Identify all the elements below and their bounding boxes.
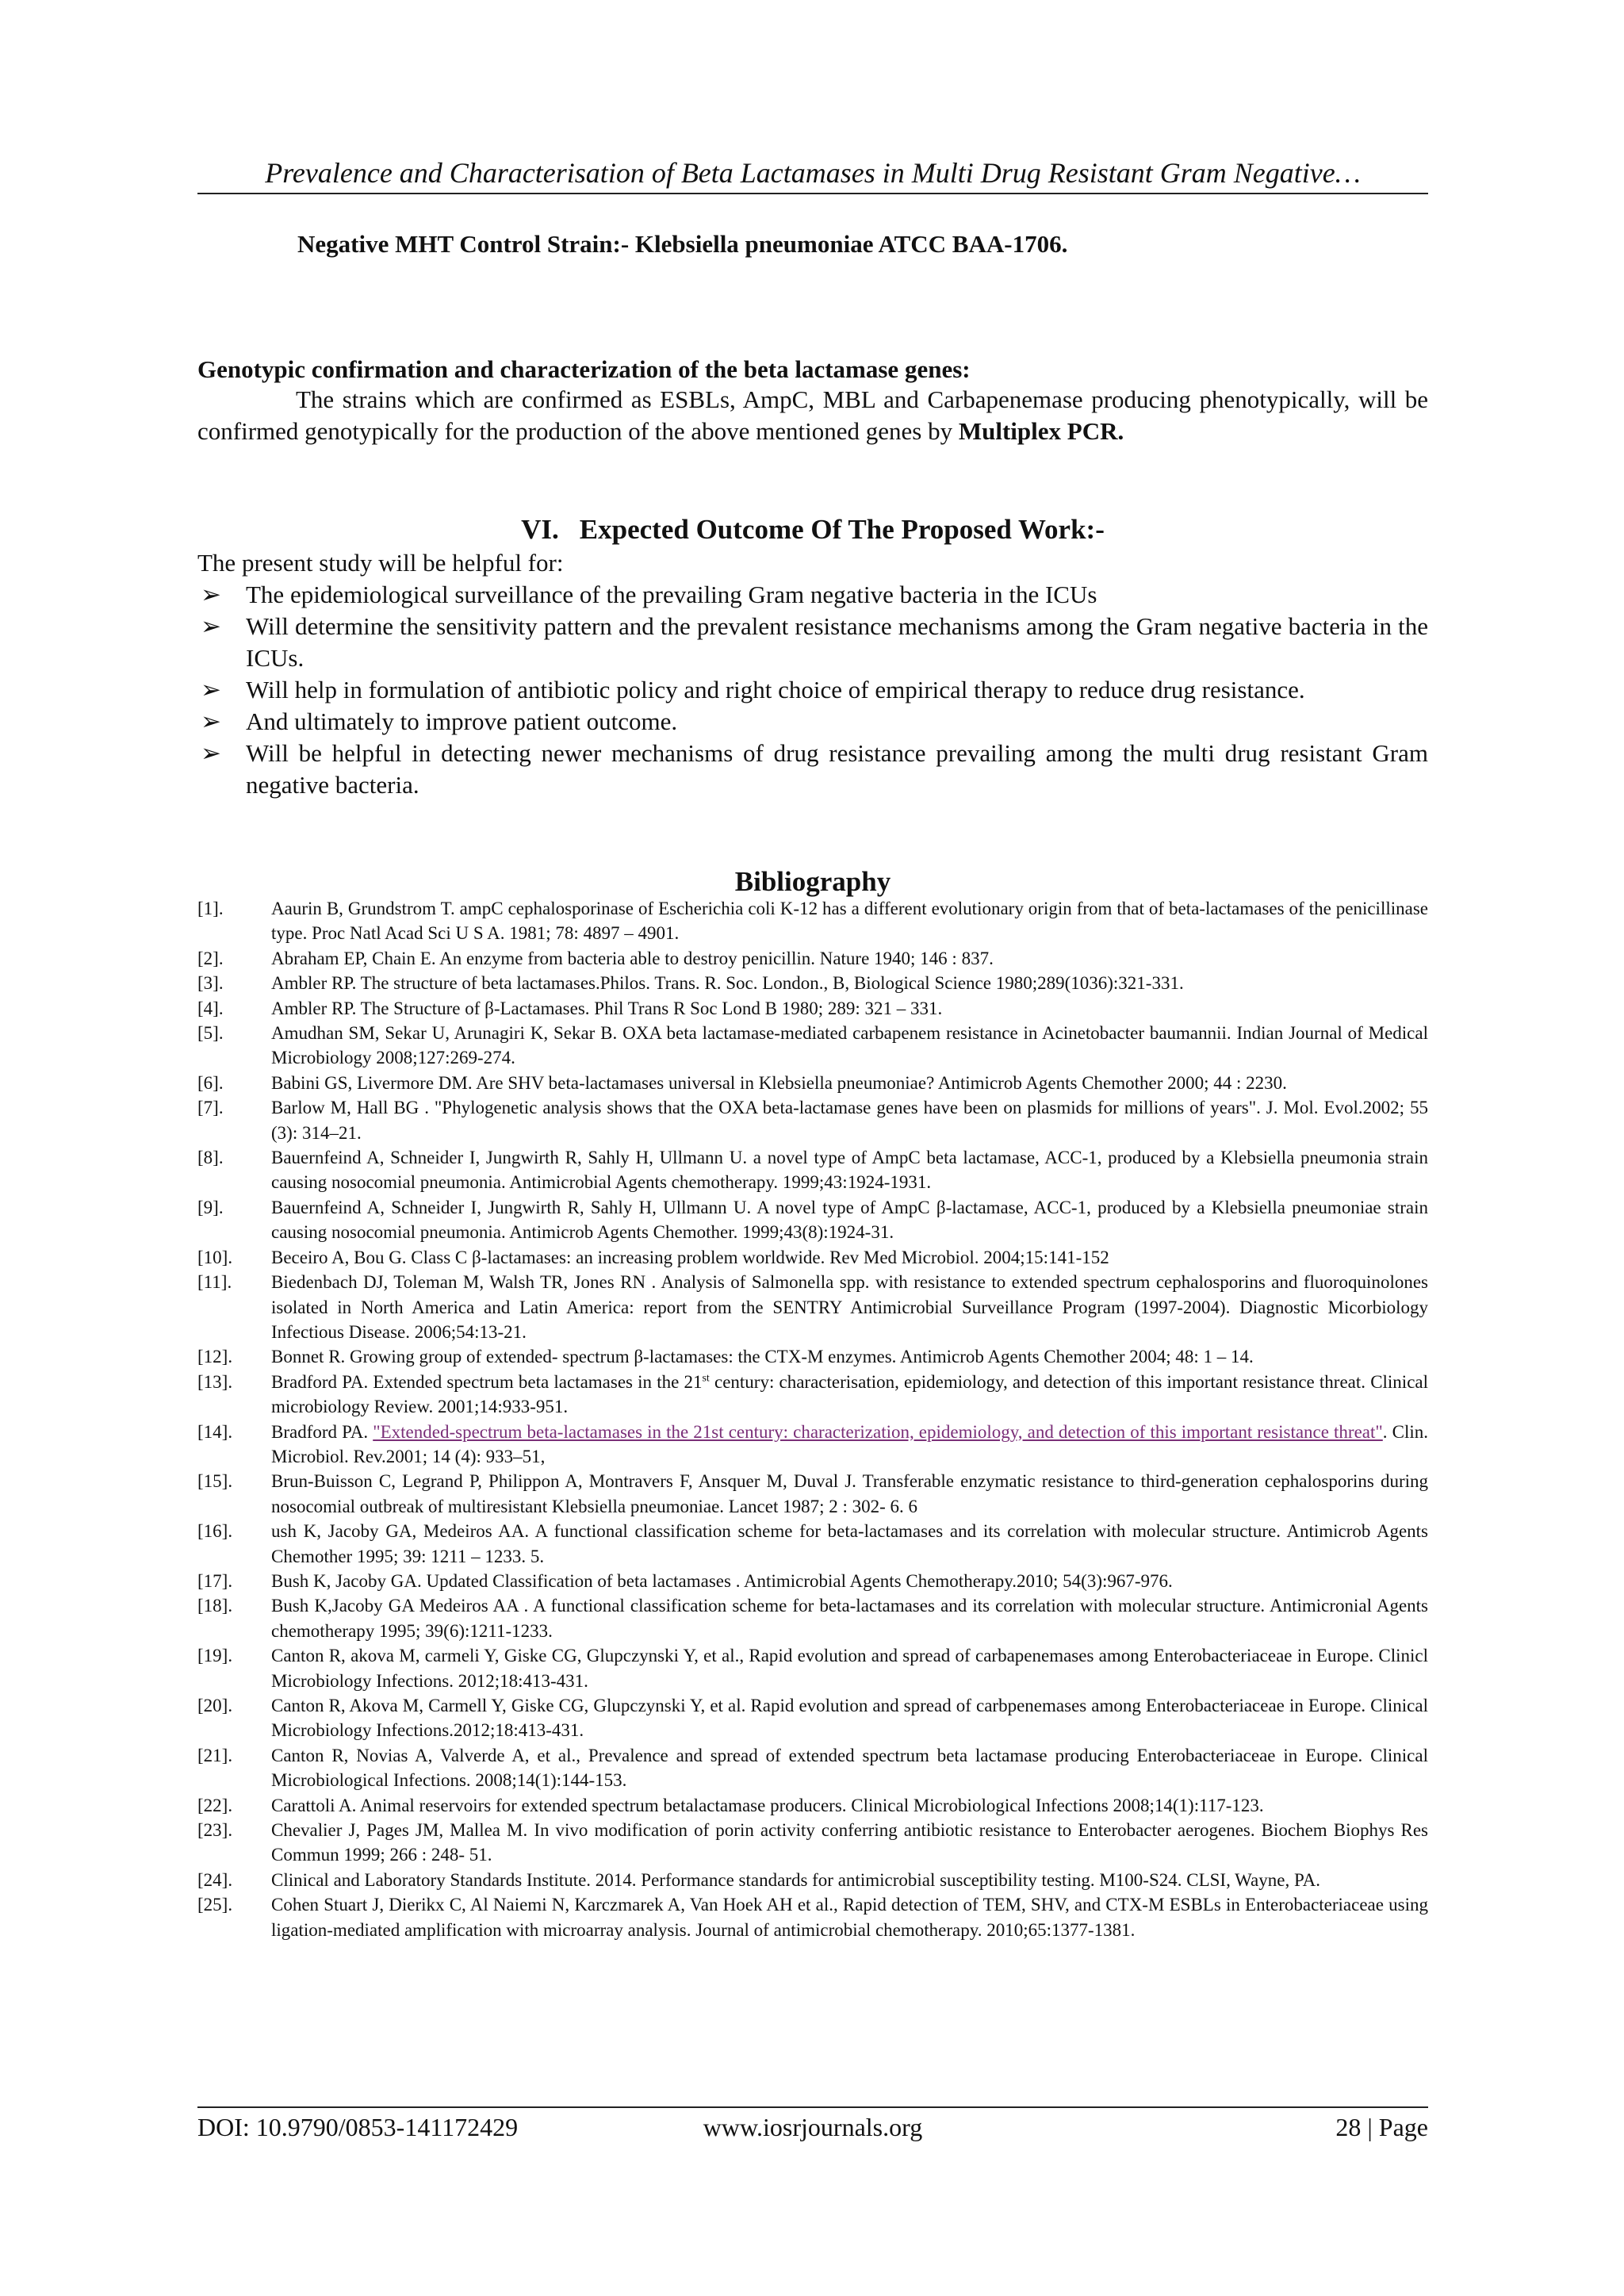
reference-text: Ambler RP. The structure of beta lactamases.Philos. Trans. R. Soc. London., B, Biological Science 1980;289(1036):321-331. [271,973,1184,994]
reference-item [197,1469,1428,1519]
page-footer [197,2111,1428,2143]
reference-superscript: st [702,1372,710,1385]
reference-text: Beceiro A, Bou G. Class C β-lactamases: an increasing problem worldwide. Rev Med Microbiol. 2004;15:141-152 [271,1247,1109,1267]
reference-number: [25]. [197,1895,233,1915]
reference-item [197,1245,1428,1270]
reference-item [197,1021,1428,1071]
genotypic-body: The strains which are confirmed as ESBLs, AmpC, MBL and Carbapenemase producing phenotypically, will be confirmed genotypically for the production of the above mentioned genes by [197,385,1428,445]
reference-text: Amudhan SM, Sekar U, Arunagiri K, Sekar B. OXA beta lactamase-mediated carbapenem resistance in Acinetobacter baumannii. Indian Journal of Medical Microbiology 2008;127:269-274. [271,1023,1428,1068]
section-number: VI. [521,514,559,545]
outcome-item [197,738,1428,801]
outcome-item [197,611,1428,674]
reference-item [197,1195,1428,1245]
reference-text: Carattoli A. Animal reservoirs for extended spectrum betalactamase producers. Clinical Microbiological Infections 2008;14(1):117-123. [271,1795,1264,1815]
reference-text: Ambler RP. The Structure of β-Lactamases. Phil Trans R Soc Lond B 1980; 289: 321 – 331. [271,998,943,1018]
section-intro: The present study will be helpful for: [197,549,564,577]
reference-item [197,946,1428,971]
reference-item [197,1145,1428,1195]
reference-item [197,1818,1428,1868]
reference-item [197,1420,1428,1470]
reference-number: [22]. [197,1795,233,1815]
reference-item [197,1743,1428,1793]
reference-text: Brun-Buisson C, Legrand P, Philippon A, Montravers F, Ansquer M, Duval J. Transferable enzymatic resistance to third-generation cephalosporins during nosocomial outbreak of multiresistant Klebsiella pneumoniae. Lancet 1987; 2 : 302- 6. 6 [271,1471,1428,1516]
reference-text: Canton R, Akova M, Carmell Y, Giske CG, Glupczynski Y, et al. Rapid evolution and spread of carbpenemases among Enterobacteriaceae in Europe. Clinical Microbiology Infections.2012;18:413-431. [271,1696,1428,1741]
reference-item [197,1793,1428,1818]
reference-number: [9]. [197,1197,224,1217]
outcome-item [197,706,1428,738]
reference-number: [23]. [197,1820,233,1841]
reference-item [197,1593,1428,1643]
running-head: Prevalence and Characterisation of Beta Lactamases in Multi Drug Resistant Gram Negative… [265,157,1361,189]
reference-text: Biedenbach DJ, Toleman M, Walsh TR, Jones RN . Analysis of Salmonella spp. with resistance to extended spectrum cephalosporins and fluoroquinolones isolated in North America and Latin America: report from the SENTRY Antimicrobial Surveillance Program (1997-2004). Diagnostic Micorbiology Infectious Disease. 2006;54:13-21. [271,1272,1428,1342]
reference-list [197,896,1428,1942]
reference-number: [21]. [197,1745,233,1765]
reference-text: Canton R, Novias A, Valverde A, et al., Prevalence and spread of extended spectrum beta lactamase producing Enterobacteriaceae in Europe. Clinical Microbiological Infections. 2008;14(1):144-153. [271,1745,1428,1791]
reference-number: [14]. [197,1421,233,1442]
reference-item [197,1643,1428,1693]
outcome-list [197,579,1428,801]
reference-text: Canton R, akova M, carmeli Y, Giske CG, Glupczynski Y, et al., Rapid evolution and spread of carbapenemases among Enterobacteriaceae in Europe. Clinicl Microbiology Infections. 2012;18:413-431. [271,1646,1428,1691]
reference-text: Cohen Stuart J, Dierikx C, Al Naiemi N, Karczmarek A, Van Hoek AH et al., Rapid detection of TEM, SHV, and CTX-M ESBLs in Enterobacteriaceae using ligation-mediated amplification with microarray analysis. Journal of antimicrobial chemotherapy. 2010;65:1377-1381. [271,1895,1428,1940]
reference-number: [12]. [197,1347,233,1367]
reference-item [197,1270,1428,1344]
reference-item [197,896,1428,946]
footer-rule [197,2106,1428,2108]
reference-text: Clinical and Laboratory Standards Institute. 2014. Performance standards for antimicrobial susceptibility testing. M100-S24. CLSI, Wayne, PA. [271,1869,1320,1890]
reference-item [197,1519,1428,1569]
reference-text: Chevalier J, Pages JM, Mallea M. In vivo modification of porin activity conferring antibiotic resistance to Enterobacter aerogenes. Biochem Biophys Res Commun 1999; 266 : 248- 51. [271,1820,1428,1865]
footer-page-number: 28 | Page [1335,2113,1428,2141]
footer-doi: DOI: 10.9790/0853-141172429 [197,2113,519,2141]
outcome-text: Will be helpful in detecting newer mechanisms of drug resistance prevailing among the multi drug resistant Gram negative bacteria. [246,739,1428,799]
arrow-bullet-icon: ➢ [201,581,221,608]
reference-item [197,1892,1428,1942]
outcome-text: The epidemiological surveillance of the prevailing Gram negative bacteria in the ICUs [246,581,1097,608]
reference-item [197,1095,1428,1145]
reference-number: [7]. [197,1098,224,1118]
reference-item [197,1370,1428,1420]
outcome-item [197,674,1428,706]
reference-number: [11]. [197,1272,232,1293]
arrow-bullet-icon: ➢ [201,676,221,703]
reference-text: Aaurin B, Grundstrom T. ampC cephalosporinase of Escherichia coli K-12 has a different evolutionary origin from that of beta-lactamases of the penicillinase type. Proc Natl Acad Sci U S A. 1981; 78: 4897 – 4901. [271,899,1428,944]
reference-text: Bauernfeind A, Schneider I, Jungwirth R, Sahly H, Ullmann U. a novel type of AmpC beta lactamase, ACC-1, produced by a Klebsiella pneumonia strain causing nosocomial pneumonia. Antimicrobial Agents chemotherapy. 1999;43:1924-1931. [271,1148,1428,1193]
bibliography-title: Bibliography [734,866,891,897]
reference-number: [19]. [197,1646,233,1666]
reference-number: [2]. [197,948,224,968]
reference-link[interactable]: "Extended-spectrum beta-lactamases in the 21st century: characterization, epidemiology, and detection of this important resistance threat" [373,1421,1383,1442]
section-heading [197,512,1428,547]
reference-text: Bradford PA. Extended spectrum beta lactamases in the 21 [271,1371,703,1392]
reference-number: [17]. [197,1570,233,1591]
reference-number: [3]. [197,973,224,994]
header-rule [197,193,1428,194]
reference-number: [1]. [197,899,224,918]
reference-text: Bauernfeind A, Schneider I, Jungwirth R, Sahly H, Ullmann U. A novel type of AmpC β-lactamase, ACC-1, produced by a Klebsiella pneumoniae strain causing nosocomial pneumonia. Antimicrob Agents Chemother. 1999;43(8):1924-31. [271,1197,1428,1243]
section-title: Expected Outcome Of The Proposed Work:- [579,514,1105,545]
genotypic-heading: Genotypic confirmation and characterization of the beta lactamase genes: [197,355,971,383]
genotypic-paragraph [197,384,1428,447]
outcome-text: And ultimately to improve patient outcome. [246,707,678,735]
reference-number: [13]. [197,1371,233,1392]
outcome-text: Will determine the sensitivity pattern and the prevalent resistance mechanisms among the Gram negative bacteria in the ICUs. [246,612,1428,672]
reference-number: [20]. [197,1696,233,1715]
genotypic-body-bold: Multiplex PCR. [958,417,1124,445]
reference-item [197,1868,1428,1892]
reference-number: [4]. [197,998,224,1018]
arrow-bullet-icon: ➢ [201,612,221,640]
reference-item [197,1344,1428,1369]
reference-text: Abraham EP, Chain E. An enzyme from bacteria able to destroy penicillin. Nature 1940; 146 : 837. [271,948,994,968]
reference-number: [10]. [197,1247,233,1267]
reference-text: ush K, Jacoby GA, Medeiros AA. A functional classification scheme for beta-lactamases and its correlation with molecular structure. Antimicrob Agents Chemother 1995; 39: 1211 – 1233. 5. [271,1521,1428,1566]
arrow-bullet-icon: ➢ [201,707,221,735]
reference-item [197,996,1428,1021]
reference-text: Barlow M, Hall BG . "Phylogenetic analysis shows that the OXA beta-lactamase genes have been on plasmids for millions of years". J. Mol. Evol.2002; 55 (3): 314–21. [271,1098,1428,1143]
arrow-bullet-icon: ➢ [201,739,221,767]
reference-text: Babini GS, Livermore DM. Are SHV beta-lactamases universal in Klebsiella pneumoniae? Antimicrob Agents Chemother 2000; 44 : 2230. [271,1072,1287,1093]
reference-text: Bradford PA. [271,1421,373,1442]
reference-number: [6]. [197,1072,224,1093]
reference-item [197,971,1428,995]
reference-text: Bonnet R. Growing group of extended- spectrum β-lactamases: the CTX-M enzymes. Antimicrob Agents Chemother 2004; 48: 1 – 14. [271,1347,1254,1367]
reference-number: [18]. [197,1596,233,1616]
outcome-text: Will help in formulation of antibiotic policy and right choice of empirical therapy to reduce drug resistance. [246,676,1305,703]
reference-text: Bush K, Jacoby GA. Updated Classification of beta lactamases . Antimicrobial Agents Chemotherapy.2010; 54(3):967-976. [271,1570,1173,1591]
reference-item [197,1071,1428,1095]
reference-item [197,1569,1428,1593]
reference-text: . Clin. Microbiol. Rev.2001; 14 (4): 933–51, [271,1421,1428,1466]
reference-item [197,1693,1428,1743]
outcome-item [197,579,1428,611]
reference-number: [8]. [197,1148,224,1168]
reference-number: [15]. [197,1471,233,1492]
footer-site: www.iosrjournals.org [703,2113,923,2141]
reference-text: century: characterisation, epidemiology, and detection of this important resistance threat. Clinical microbiology Review. 2001;14:933-951. [271,1371,1429,1417]
reference-number: [24]. [197,1869,233,1890]
reference-text: Bush K,Jacoby GA Medeiros AA . A functional classification scheme for beta-lactamases and its correlation with molecular structure. Antimicronial Agents chemotherapy 1995; 39(6):1211-1233. [271,1596,1428,1641]
mht-control-strain: Negative MHT Control Strain:- Klebsiella pneumoniae ATCC BAA-1706. [297,230,1068,258]
reference-number: [16]. [197,1521,233,1542]
reference-number: [5]. [197,1023,224,1044]
